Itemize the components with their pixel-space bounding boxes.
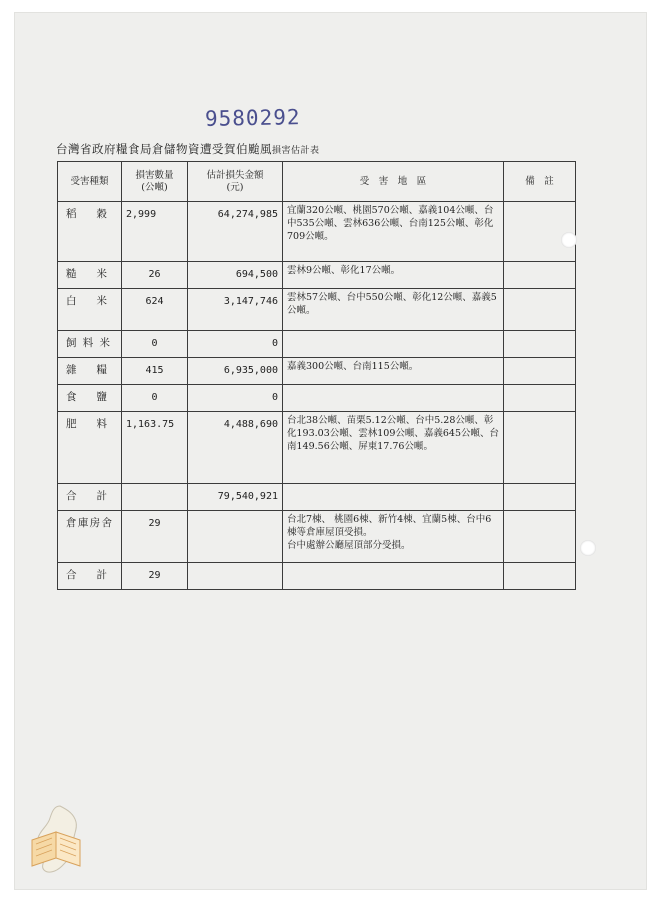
cell-location <box>283 484 504 511</box>
table-row-subtotal <box>58 484 576 511</box>
header-location: 受 害 地 區 <box>283 162 504 202</box>
table-row <box>58 289 576 331</box>
cell-location: 雲林57公噸、台中550公噸、彰化12公噸、嘉義5公噸。 <box>283 289 504 331</box>
punch-hole <box>561 232 577 248</box>
table-header-row <box>58 162 576 202</box>
cell-note <box>504 289 576 331</box>
table-row <box>58 385 576 412</box>
cell-amount: 4,488,690 <box>188 412 283 484</box>
cell-amount: 694,500 <box>188 262 283 289</box>
cell-note <box>504 385 576 412</box>
cell-amount <box>188 511 283 563</box>
cell-location: 雲林9公噸、彰化17公噸。 <box>283 262 504 289</box>
table-row <box>58 358 576 385</box>
cell-note <box>504 331 576 358</box>
header-note: 備 註 <box>504 162 576 202</box>
cell-quantity: 29 <box>122 511 188 563</box>
cell-quantity: 0 <box>122 331 188 358</box>
header-quantity: 損害數量 (公噸) <box>122 162 188 202</box>
cell-location: 台北7棟、 桃園6棟、新竹4棟、宜蘭5棟、台中6棟等倉庫屋頂受損。 台中處辦公廳屋頂部分受損。 <box>283 511 504 563</box>
table-row-warehouse <box>58 511 576 563</box>
cell-location: 宜蘭320公噸、桃園570公噸、嘉義104公噸、台中535公噸、雲林636公噸、台南125公噸、彰化709公噸。 <box>283 202 504 262</box>
damage-estimate-table <box>57 161 576 590</box>
cell-amount: 0 <box>188 331 283 358</box>
cell-amount: 6,935,000 <box>188 358 283 385</box>
cell-quantity: 624 <box>122 289 188 331</box>
cell-location <box>283 563 504 590</box>
table-row <box>58 262 576 289</box>
cell-type: 合計 <box>58 484 122 511</box>
cell-type: 飼料米 <box>58 331 122 358</box>
archive-logo-icon <box>22 800 92 880</box>
cell-quantity: 0 <box>122 385 188 412</box>
cell-note <box>504 563 576 590</box>
cell-type: 雜糧 <box>58 358 122 385</box>
document-title <box>56 141 386 157</box>
cell-note <box>504 262 576 289</box>
cell-location <box>283 331 504 358</box>
cell-note <box>504 202 576 262</box>
cell-type: 稻穀 <box>58 202 122 262</box>
cell-type: 合計 <box>58 563 122 590</box>
cell-type: 白米 <box>58 289 122 331</box>
cell-quantity: 29 <box>122 563 188 590</box>
cell-type: 食鹽 <box>58 385 122 412</box>
cell-quantity <box>122 484 188 511</box>
table-row <box>58 412 576 484</box>
cell-note <box>504 511 576 563</box>
cell-quantity: 2,999 <box>122 202 188 262</box>
cell-quantity: 415 <box>122 358 188 385</box>
title-suffix: 損害估計表 <box>272 146 320 156</box>
header-amount: 估計損失金額 (元) <box>188 162 283 202</box>
punch-hole <box>580 540 596 556</box>
document-number-stamp: 9580292 <box>204 105 301 131</box>
cell-type: 糙米 <box>58 262 122 289</box>
cell-amount: 64,274,985 <box>188 202 283 262</box>
cell-location <box>283 385 504 412</box>
cell-type: 倉庫房舍 <box>58 511 122 563</box>
title-main: 台灣省政府糧食局倉儲物資遭受賀伯颱風 <box>56 142 272 156</box>
cell-type: 肥料 <box>58 412 122 484</box>
cell-note <box>504 412 576 484</box>
table-row-total <box>58 563 576 590</box>
table-row <box>58 331 576 358</box>
cell-note <box>504 358 576 385</box>
cell-amount: 0 <box>188 385 283 412</box>
header-type: 受害種類 <box>58 162 122 202</box>
cell-quantity: 1,163.75 <box>122 412 188 484</box>
cell-quantity: 26 <box>122 262 188 289</box>
cell-location: 嘉義300公噸、台南115公噸。 <box>283 358 504 385</box>
cell-location: 台北38公噸、苗栗5.12公噸、台中5.28公噸、彰化193.03公噸、雲林109公噸、嘉義645公噸、台南149.56公噸、屏東17.76公噸。 <box>283 412 504 484</box>
table-row <box>58 202 576 262</box>
cell-note <box>504 484 576 511</box>
cell-amount <box>188 563 283 590</box>
cell-amount: 3,147,746 <box>188 289 283 331</box>
cell-amount: 79,540,921 <box>188 484 283 511</box>
